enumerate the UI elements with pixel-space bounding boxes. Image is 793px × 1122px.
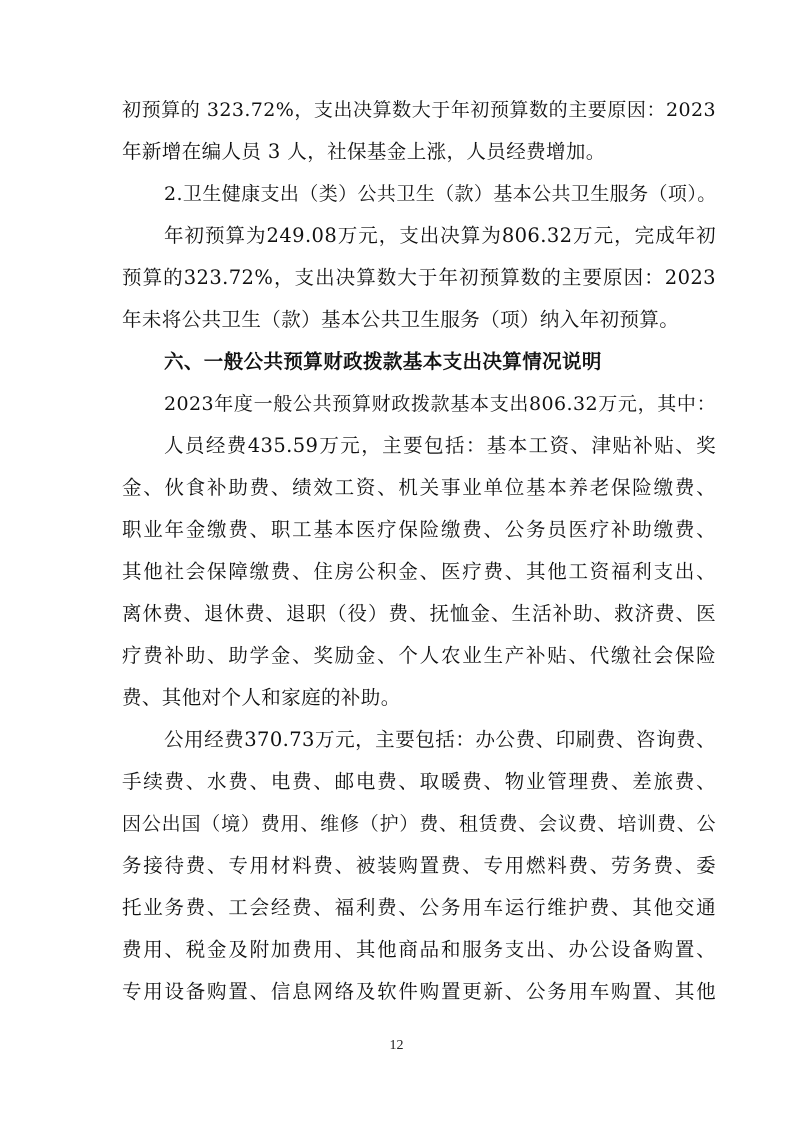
text-line: 金、伙食补助费、绩效工资、机关事业单位基本养老保险缴费、 bbox=[122, 476, 716, 499]
text-line: 初预算的 323.72%，支出决算数大于年初预算数的主要原因：2023 bbox=[122, 99, 716, 121]
text-line: 公用经费370.73万元，主要包括：办公费、印刷费、咨询费、 bbox=[164, 728, 716, 751]
text-line: 其他社会保障缴费、住房公积金、医疗费、其他工资福利支出、 bbox=[122, 560, 716, 583]
text-line: 预算的323.72%，支出决算数大于年初预算数的主要原因：2023 bbox=[122, 266, 716, 289]
text-line: 2.卫生健康支出（类）公共卫生（款）基本公共卫生服务（项）。 bbox=[164, 183, 717, 205]
text-line: 务接待费、专用材料费、被装购置费、专用燃料费、劳务费、委 bbox=[122, 854, 716, 877]
text-line: 托业务费、工会经费、福利费、公务用车运行维护费、其他交通 bbox=[122, 896, 716, 919]
text-line: 费用、税金及附加费用、其他商品和服务支出、办公设备购置、 bbox=[122, 938, 716, 961]
text-line: 专用设备购置、信息网络及软件购置更新、公务用车购置、其他 bbox=[122, 980, 716, 1003]
text-line: 因公出国（境）费用、维修（护）费、租赁费、会议费、培训费、公 bbox=[122, 813, 716, 835]
text-line: 离休费、退休费、退职（役）费、抚恤金、生活补助、救济费、医 bbox=[122, 602, 716, 625]
text-line: 年未将公共卫生（款）基本公共卫生服务（项）纳入年初预算。 bbox=[122, 308, 680, 331]
text-line: 手续费、水费、电费、邮电费、取暖费、物业管理费、差旅费、 bbox=[122, 770, 716, 793]
page-number: 12 bbox=[389, 1038, 404, 1053]
text-line: 人员经费435.59万元，主要包括：基本工资、津贴补贴、奖 bbox=[164, 434, 716, 457]
section-heading: 六、一般公共预算财政拨款基本支出决算情况说明 bbox=[164, 350, 602, 373]
text-line: 费、其他对个人和家庭的补助。 bbox=[122, 686, 401, 709]
text-line: 疗费补助、助学金、奖励金、个人农业生产补贴、代缴社会保险 bbox=[122, 644, 716, 667]
text-line: 年初预算为249.08万元，支出决算为806.32万元，完成年初 bbox=[164, 224, 716, 247]
text-line: 年新增在编人员 3 人，社保基金上涨，人员经费增加。 bbox=[122, 140, 606, 163]
text-line: 2023年度一般公共预算财政拨款基本支出806.32万元，其中： bbox=[164, 393, 716, 415]
text-line: 职业年金缴费、职工基本医疗保险缴费、公务员医疗补助缴费、 bbox=[122, 518, 716, 541]
